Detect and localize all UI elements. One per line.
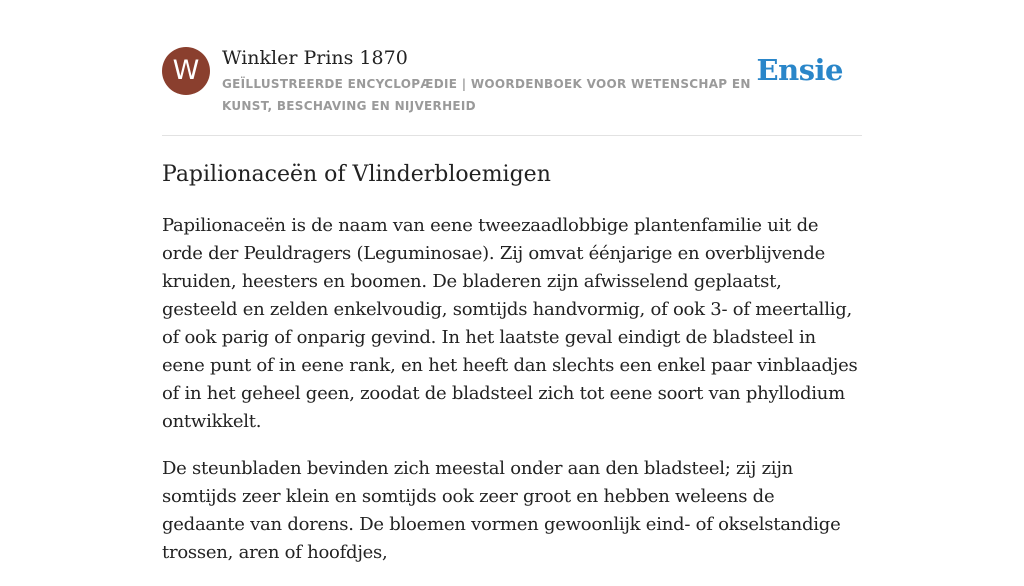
source-subtitle: GEÏLLUSTREERDE ENCYCLOPÆDIE | WOORDENBOEK VOOR WETENSCHAP EN KUNST, BESCHAVING EN NIJVERHEID <box>222 77 751 113</box>
source-title[interactable]: Winkler Prins 1870 <box>222 47 408 69</box>
ensie-logo[interactable]: Ensie <box>756 53 843 87</box>
avatar[interactable]: W <box>162 47 210 95</box>
source-header <box>162 0 862 136</box>
paragraph: De steunbladen bevinden zich meestal onder aan den bladsteel; zij zijn somtijds zeer klein en somtijds ook zeer groot en hebben weleens de gedaante van dorens. De bloemen vormen gewoonlijk eind- of okselstandige trossen, aren of hoofdjes, <box>162 458 841 563</box>
page <box>162 0 862 563</box>
entry-title: Papilionaceën of Vlinderbloemigen <box>162 162 551 187</box>
paragraph: Papilionaceën is de naam van eene tweezaadlobbige plantenfamilie uit de orde der Peuldragers (Leguminosae). Zij omvat éénjarige en overblijvende kruiden, heesters en boomen. De bladeren zijn afwisselend geplaatst, gesteeld en zelden enkelvoudig, somtijds handvormig, of ook 3- of meertallig, of ook parig of onparig gevind. In het laatste geval eindigt de bladsteel in eene punt of in eene rank, en het heeft dan slechts een enkel paar vinblaadjes of in het geheel geen, zoodat de bladsteel zich tot eene soort van phyllodium ontwikkelt. <box>162 215 858 432</box>
entry-content <box>162 212 862 586</box>
